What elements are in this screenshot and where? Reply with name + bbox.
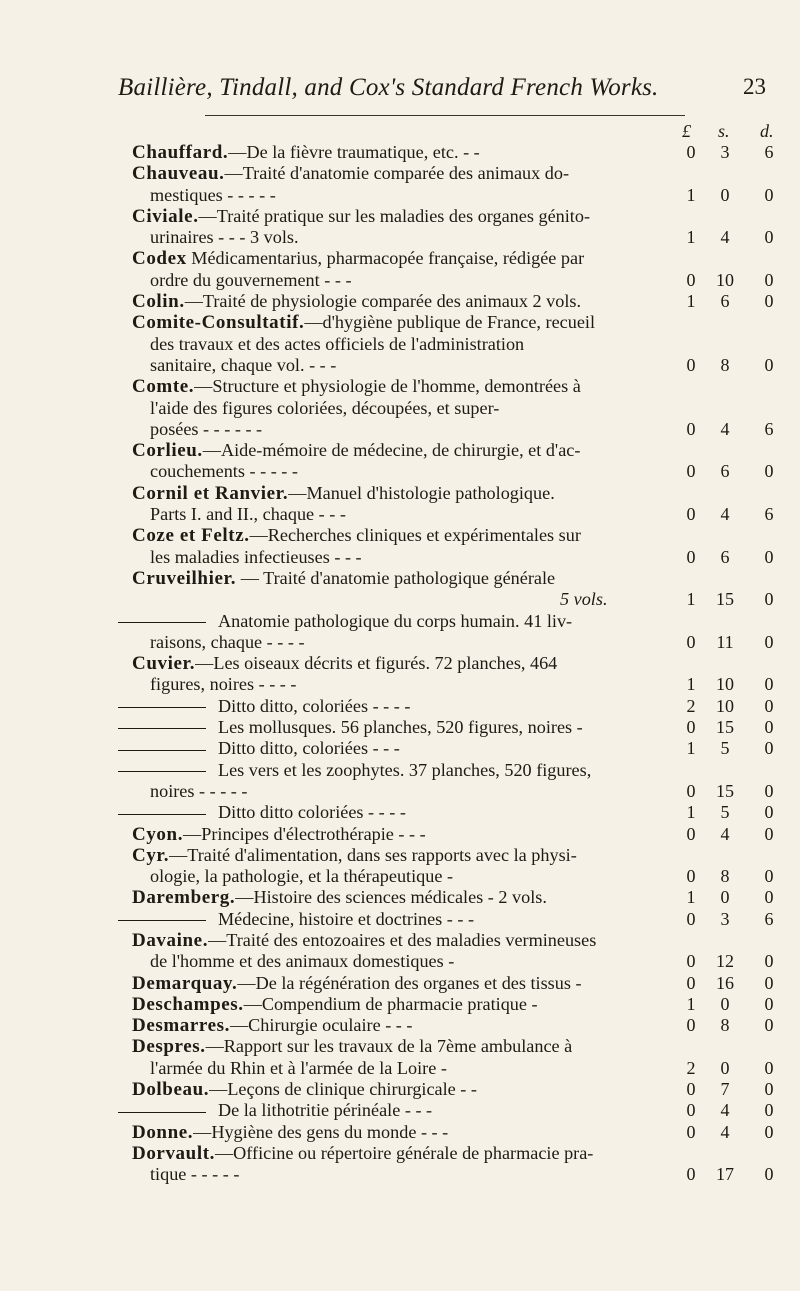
entry-text: figures, noires - - - - xyxy=(150,674,297,695)
entry-line xyxy=(0,887,800,908)
entry-line xyxy=(0,227,800,248)
price-shillings: 10 xyxy=(716,674,734,695)
entry-line xyxy=(0,483,800,504)
entry-text: —Traité d'alimentation, dans ses rapports avec la physi- xyxy=(169,844,577,865)
entry-price xyxy=(686,887,792,908)
entry-text: —De la fièvre traumatique, etc. - - xyxy=(228,142,480,162)
price-shillings: 12 xyxy=(716,951,734,972)
catalogue-entry xyxy=(0,994,800,1015)
price-shillings: 0 xyxy=(720,887,730,908)
entry-price xyxy=(686,185,792,206)
entry-price xyxy=(686,227,792,248)
entry-line xyxy=(0,994,800,1015)
entry-price xyxy=(686,419,792,440)
price-column-headers xyxy=(682,121,792,143)
entry-line xyxy=(0,568,800,589)
price-pence: 0 xyxy=(764,717,774,738)
price-pounds: 0 xyxy=(686,631,696,652)
entry-line xyxy=(0,738,800,759)
price-pounds: 0 xyxy=(686,717,696,738)
price-pence: 0 xyxy=(764,695,774,716)
price-pounds: 0 xyxy=(686,908,696,929)
ditto-dash xyxy=(118,920,206,921)
catalogue-entries xyxy=(0,142,800,1186)
price-pence: 0 xyxy=(764,1015,774,1036)
price-shillings: 3 xyxy=(720,908,730,929)
entry-line xyxy=(0,824,800,845)
price-shillings: 15 xyxy=(716,717,734,738)
price-pence: 0 xyxy=(764,674,774,695)
entry-text: —Hygiène des gens du monde - - - xyxy=(193,1121,449,1142)
entry-line xyxy=(0,866,800,887)
entry-author: Cyon. xyxy=(132,823,184,845)
price-pounds: 1 xyxy=(686,674,696,695)
catalogue-entry xyxy=(0,845,800,888)
entry-price xyxy=(686,1122,792,1143)
price-pounds: 0 xyxy=(686,461,696,482)
catalogue-entry xyxy=(0,1100,800,1121)
price-shillings: 3 xyxy=(720,142,730,162)
entry-author: Cruveilhier. xyxy=(132,567,237,589)
entry-price xyxy=(686,909,792,930)
entry-line xyxy=(0,1100,800,1121)
entry-line xyxy=(0,1079,800,1100)
entry-line xyxy=(0,632,800,653)
entry-price xyxy=(686,632,792,653)
entry-line xyxy=(0,461,800,482)
price-pence: 0 xyxy=(764,993,774,1014)
ditto-dash xyxy=(118,707,206,708)
price-shillings: 15 xyxy=(716,589,734,610)
entry-line xyxy=(0,653,800,674)
entry-line xyxy=(0,185,800,206)
entry-line xyxy=(0,845,800,866)
entry-line xyxy=(0,674,800,695)
entry-text: —Manuel d'histologie pathologique. xyxy=(288,482,555,503)
entry-price xyxy=(686,1164,792,1185)
catalogue-entry xyxy=(0,824,800,845)
catalogue-entry xyxy=(0,717,800,738)
price-pence: 6 xyxy=(764,142,774,162)
entry-price xyxy=(686,547,792,568)
entry-line xyxy=(0,291,800,312)
price-pence: 0 xyxy=(764,589,774,610)
catalogue-entry xyxy=(0,930,800,973)
page-number: 23 xyxy=(743,74,766,99)
entry-author: Davaine. xyxy=(132,929,209,951)
entry-line xyxy=(0,1058,800,1079)
price-pence: 0 xyxy=(764,738,774,759)
price-pence: 0 xyxy=(764,972,774,993)
entry-author: Coze et Feltz. xyxy=(132,525,250,547)
entry-line xyxy=(0,504,800,525)
entry-price xyxy=(686,717,792,738)
entry-line xyxy=(0,1164,800,1185)
entry-line xyxy=(0,270,800,291)
entry-text: —Aide-mémoire de médecine, de chirurgie, et d'ac- xyxy=(202,440,581,461)
entry-text: —Traité de physiologie comparée des animaux 2 vols. xyxy=(184,291,582,312)
catalogue-entry xyxy=(0,1143,800,1186)
entry-author: Donne. xyxy=(132,1121,194,1143)
price-pounds: 1 xyxy=(686,184,696,205)
entry-author: Cyr. xyxy=(132,844,170,866)
price-pence: 6 xyxy=(764,418,774,439)
entry-line xyxy=(0,1036,800,1057)
price-pence: 0 xyxy=(764,1079,774,1100)
shillings-header: s. xyxy=(718,121,730,141)
entry-author: Deschampes. xyxy=(132,993,244,1015)
price-pounds: 1 xyxy=(686,738,696,759)
entry-text: Ditto ditto, coloriées - - - xyxy=(218,738,400,759)
entry-line xyxy=(0,334,800,355)
entry-line xyxy=(0,951,800,972)
catalogue-entry xyxy=(0,611,800,654)
entry-price xyxy=(686,1100,792,1121)
entry-line xyxy=(0,312,800,333)
entry-text: l'armée du Rhin et à l'armée de la Loire - xyxy=(150,1057,447,1078)
entry-text: tique - - - - - xyxy=(150,1164,240,1185)
entry-price xyxy=(686,1015,792,1036)
price-shillings: 10 xyxy=(716,695,734,716)
entry-text: Les mollusques. 56 planches, 520 figures, noires - xyxy=(218,717,583,738)
entry-text: —Chirurgie oculaire - - - xyxy=(229,1015,413,1036)
price-shillings: 4 xyxy=(720,418,730,439)
entry-author: Chauffard. xyxy=(132,142,229,163)
price-pounds: 1 xyxy=(686,227,696,248)
price-pounds: 1 xyxy=(686,887,696,908)
entry-price xyxy=(686,738,792,759)
price-pounds: 0 xyxy=(686,354,696,375)
price-pounds: 1 xyxy=(686,291,696,312)
entry-line xyxy=(0,206,800,227)
entry-line xyxy=(0,781,800,802)
ditto-dash xyxy=(118,728,206,729)
price-shillings: 0 xyxy=(720,184,730,205)
catalogue-entry xyxy=(0,376,800,440)
entry-author: Dorvault. xyxy=(132,1142,215,1164)
price-shillings: 15 xyxy=(716,780,734,801)
entry-price xyxy=(686,291,792,312)
catalogue-entry xyxy=(0,568,800,611)
entry-text: l'aide des figures coloriées, découpées, et super- xyxy=(150,397,500,418)
price-pounds: 0 xyxy=(686,142,696,162)
catalogue-entry xyxy=(0,142,800,163)
entry-line xyxy=(0,547,800,568)
price-pence: 0 xyxy=(764,269,774,290)
entry-line xyxy=(0,802,800,823)
price-pounds: 0 xyxy=(686,972,696,993)
ditto-dash xyxy=(118,622,206,623)
price-shillings: 8 xyxy=(720,354,730,375)
price-pence: 0 xyxy=(764,802,774,823)
entry-text: —d'hygiène publique de France, recueil xyxy=(304,312,595,333)
entry-text: mestiques - - - - - xyxy=(150,184,276,205)
price-shillings: 4 xyxy=(720,227,730,248)
entry-price xyxy=(686,973,792,994)
entry-line xyxy=(0,973,800,994)
price-shillings: 0 xyxy=(720,1057,730,1078)
pounds-header: £ xyxy=(682,121,691,141)
price-shillings: 0 xyxy=(720,993,730,1014)
price-pence: 0 xyxy=(764,184,774,205)
price-shillings: 5 xyxy=(720,802,730,823)
entry-text: noires - - - - - xyxy=(150,780,248,801)
catalogue-entry xyxy=(0,1015,800,1036)
entry-price xyxy=(686,951,792,972)
entry-text: —Histoire des sciences médicales - 2 vols. xyxy=(235,887,547,908)
catalogue-entry xyxy=(0,483,800,526)
price-pounds: 0 xyxy=(686,269,696,290)
price-pence: 0 xyxy=(764,866,774,887)
entry-line xyxy=(0,717,800,738)
entry-price xyxy=(686,1079,792,1100)
price-pounds: 0 xyxy=(686,780,696,801)
entry-text: Ditto ditto coloriées - - - - xyxy=(218,802,406,823)
entry-text: —Traité d'anatomie comparée des animaux do- xyxy=(224,163,570,184)
entry-text: —Recherches cliniques et expérimentales sur xyxy=(249,525,581,546)
header-rule xyxy=(205,115,685,116)
entry-text: de l'homme et des animaux domestiques - xyxy=(150,951,455,972)
price-pounds: 2 xyxy=(686,695,696,716)
entry-line xyxy=(0,611,800,632)
entry-text: —Traité pratique sur les maladies des organes génito- xyxy=(198,205,590,226)
price-pounds: 0 xyxy=(686,1164,696,1185)
entry-price xyxy=(686,696,792,717)
entry-text: Parts I. and II., chaque - - - xyxy=(150,504,346,525)
catalogue-entry xyxy=(0,1036,800,1079)
price-pounds: 0 xyxy=(686,823,696,844)
entry-author: Comte. xyxy=(132,376,195,398)
catalogue-entry xyxy=(0,887,800,908)
entry-text: Médecine, histoire et doctrines - - - xyxy=(218,908,475,929)
entry-text: — Traité d'anatomie pathologique générale xyxy=(236,567,556,588)
entry-text: —Compendium de pharmacie pratique - xyxy=(243,993,538,1014)
entry-author: Demarquay. xyxy=(132,972,238,994)
catalogue-entry xyxy=(0,653,800,696)
price-pounds: 0 xyxy=(686,1079,696,1100)
entry-author: Cuvier. xyxy=(132,653,196,675)
catalogue-entry xyxy=(0,973,800,994)
entry-line xyxy=(0,163,800,184)
price-pence: 0 xyxy=(764,780,774,801)
entry-price xyxy=(686,589,792,610)
entry-line xyxy=(0,525,800,546)
price-pounds: 1 xyxy=(686,589,696,610)
price-pence: 0 xyxy=(764,227,774,248)
entry-author: Desmarres. xyxy=(132,1015,230,1037)
price-shillings: 10 xyxy=(716,269,734,290)
entry-author: Colin. xyxy=(132,291,185,313)
entry-price xyxy=(686,781,792,802)
entry-text: —De la régénération des organes et des tissus - xyxy=(237,972,582,993)
price-pounds: 0 xyxy=(686,1015,696,1036)
entry-text: Anatomie pathologique du corps humain. 41 liv- xyxy=(218,610,573,631)
entry-author: Dolbeau. xyxy=(132,1079,210,1101)
price-pence: 0 xyxy=(764,546,774,567)
price-pounds: 0 xyxy=(686,1100,696,1121)
entry-line xyxy=(0,1122,800,1143)
catalogue-entry xyxy=(0,163,800,206)
entry-line xyxy=(0,930,800,951)
price-pence: 0 xyxy=(764,291,774,312)
entry-text: —Traité des entozoaires et des maladies vermineuses xyxy=(208,929,597,950)
price-shillings: 11 xyxy=(716,631,734,652)
catalogue-entry xyxy=(0,802,800,823)
price-shillings: 4 xyxy=(720,1100,730,1121)
entry-price xyxy=(686,270,792,291)
entry-author: Cornil et Ranvier. xyxy=(132,482,289,504)
header-title: Baillière, Tindall, and Cox's Standard French Works. xyxy=(118,74,659,101)
price-pounds: 1 xyxy=(686,802,696,823)
catalogue-entry xyxy=(0,312,800,376)
price-shillings: 8 xyxy=(720,1015,730,1036)
entry-text: Ditto ditto, coloriées - - - - xyxy=(218,695,411,716)
entry-text: Les vers et les zoophytes. 37 planches, 520 figures, xyxy=(218,759,592,780)
price-pounds: 0 xyxy=(686,1121,696,1142)
price-pence: 0 xyxy=(764,823,774,844)
entry-line xyxy=(0,589,800,610)
price-shillings: 6 xyxy=(720,546,730,567)
entry-author: Civiale. xyxy=(132,205,199,227)
entry-price xyxy=(686,866,792,887)
entry-price xyxy=(686,461,792,482)
catalogue-entry xyxy=(0,440,800,483)
price-shillings: 5 xyxy=(720,738,730,759)
catalogue-entry xyxy=(0,696,800,717)
entry-text: Médicamentarius, pharmacopée française, rédigée par xyxy=(186,248,585,269)
price-pounds: 0 xyxy=(686,504,696,525)
price-pence: 6 xyxy=(764,504,774,525)
catalogue-entry xyxy=(0,1079,800,1100)
price-shillings: 6 xyxy=(720,461,730,482)
catalogue-entry xyxy=(0,760,800,803)
ditto-dash xyxy=(118,771,206,772)
entry-price xyxy=(686,824,792,845)
price-pounds: 2 xyxy=(686,1057,696,1078)
price-pence: 0 xyxy=(764,1164,774,1185)
price-shillings: 4 xyxy=(720,504,730,525)
ditto-dash xyxy=(118,1112,206,1113)
ditto-dash xyxy=(118,750,206,751)
entry-author: Comite-Consultatif. xyxy=(132,312,305,334)
entry-price xyxy=(686,142,792,163)
entry-text: —Officine ou répertoire générale de pharmacie pra- xyxy=(214,1142,594,1163)
entry-text: —Rapport sur les travaux de la 7ème ambulance à xyxy=(205,1036,573,1057)
entry-line xyxy=(0,376,800,397)
price-shillings: 17 xyxy=(716,1164,734,1185)
entry-text: —Les oiseaux décrits et figurés. 72 planches, 464 xyxy=(195,653,558,674)
catalogue-entry xyxy=(0,1122,800,1143)
price-shillings: 4 xyxy=(720,823,730,844)
price-shillings: 16 xyxy=(716,972,734,993)
price-shillings: 6 xyxy=(720,291,730,312)
catalogue-entry xyxy=(0,909,800,930)
entry-price xyxy=(686,1058,792,1079)
entry-text: ologie, la pathologie, et la thérapeutique - xyxy=(150,866,454,887)
catalogue-entry xyxy=(0,738,800,759)
price-pence: 0 xyxy=(764,887,774,908)
pence-header: d. xyxy=(760,121,774,141)
entry-price xyxy=(686,355,792,376)
entry-line xyxy=(0,355,800,376)
entry-line xyxy=(0,440,800,461)
catalogue-entry xyxy=(0,525,800,568)
entry-line xyxy=(0,696,800,717)
price-pounds: 0 xyxy=(686,866,696,887)
entry-text: ordre du gouvernement - - - xyxy=(150,269,352,290)
running-header xyxy=(118,72,766,106)
entry-price xyxy=(686,504,792,525)
entry-text: —Leçons de clinique chirurgicale - - xyxy=(209,1079,477,1100)
price-shillings: 4 xyxy=(720,1121,730,1142)
entry-text: sanitaire, chaque vol. - - - xyxy=(150,354,337,375)
entry-line xyxy=(0,760,800,781)
ditto-dash xyxy=(118,814,206,815)
price-pence: 0 xyxy=(764,1121,774,1142)
entry-author: Daremberg. xyxy=(132,887,236,909)
price-pounds: 0 xyxy=(686,418,696,439)
price-pence: 0 xyxy=(764,1057,774,1078)
price-pence: 0 xyxy=(764,354,774,375)
entry-line xyxy=(0,142,800,163)
entry-text: posées - - - - - - xyxy=(150,418,263,439)
price-pence: 0 xyxy=(764,1100,774,1121)
entry-line xyxy=(0,248,800,269)
price-pence: 0 xyxy=(764,631,774,652)
entry-text: De la lithotritie périnéale - - - xyxy=(218,1100,433,1121)
catalogue-entry xyxy=(0,248,800,291)
entry-text: raisons, chaque - - - - xyxy=(150,631,305,652)
price-pounds: 0 xyxy=(686,546,696,567)
catalogue-entry xyxy=(0,206,800,249)
price-pence: 0 xyxy=(764,461,774,482)
entry-author: Corlieu. xyxy=(132,440,203,462)
entry-line xyxy=(0,1143,800,1164)
catalogue-entry xyxy=(0,291,800,312)
entry-text: les maladies infectieuses - - - xyxy=(150,546,362,567)
entry-line xyxy=(0,909,800,930)
entry-author: Codex xyxy=(132,248,187,270)
entry-author: Chauveau. xyxy=(132,163,225,185)
entry-line xyxy=(0,398,800,419)
entry-line xyxy=(0,419,800,440)
entry-text: couchements - - - - - xyxy=(150,461,298,482)
entry-text: —Principes d'électrothérapie - - - xyxy=(183,823,426,844)
entry-text: 5 vols. xyxy=(560,589,608,610)
entry-author: Despres. xyxy=(132,1036,206,1058)
entry-price xyxy=(686,802,792,823)
price-pence: 0 xyxy=(764,951,774,972)
price-pounds: 0 xyxy=(686,951,696,972)
price-shillings: 7 xyxy=(720,1079,730,1100)
entry-text: —Structure et physiologie de l'homme, demontrées à xyxy=(194,376,581,397)
price-shillings: 8 xyxy=(720,866,730,887)
entry-text: urinaires - - - 3 vols. xyxy=(150,227,299,248)
price-pounds: 1 xyxy=(686,993,696,1014)
entry-price xyxy=(686,994,792,1015)
price-pence: 6 xyxy=(764,908,774,929)
entry-price xyxy=(686,674,792,695)
entry-text: des travaux et des actes officiels de l'administration xyxy=(150,333,525,354)
entry-line xyxy=(0,1015,800,1036)
